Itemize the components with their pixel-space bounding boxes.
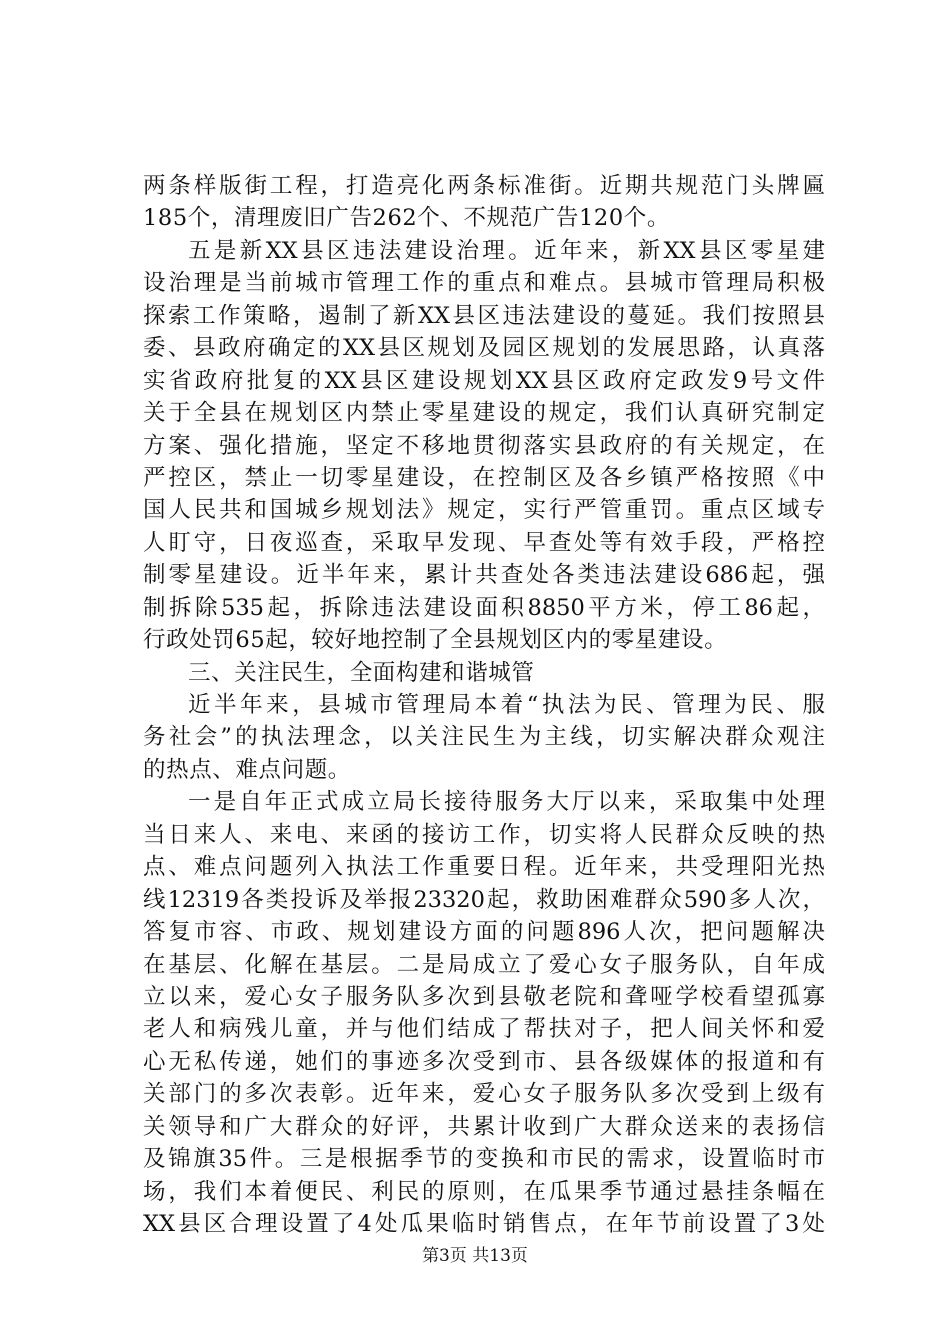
paragraph-line: 线12319各类投诉及举报23320起，救助困难群众590多人次， xyxy=(143,886,825,913)
paragraph-line: 近半年来，县城市管理局本着“执法为民、管理为民、服 xyxy=(188,692,825,718)
paragraph-line: 五是新XX县区违法建设治理。近年来，新XX县区零星建 xyxy=(188,237,825,264)
paragraph-line: 设治理是当前城市管理工作的重点和难点。县城市管理局积极 xyxy=(143,270,825,297)
paragraph-line: 方案、强化措施，坚定不移地贯彻落实县政府的有关规定，在 xyxy=(143,432,825,459)
paragraph-line: 委、县政府确定的XX县区规划及园区规划的发展思路，认真落 xyxy=(143,335,825,362)
paragraph-line: 及锦旗35件。三是根据季节的变换和市民的需求，设置临时市 xyxy=(143,1146,825,1173)
paragraph-line: 关部门的多次表彰。近年来，爱心女子服务队多次受到上级有 xyxy=(143,1081,825,1108)
paragraph-line: 严控区，禁止一切零星建设，在控制区及各乡镇严格按照《中 xyxy=(143,464,825,491)
paragraph-line: 关领导和广大群众的好评，共累计收到广大群众送来的表扬信 xyxy=(143,1113,825,1140)
paragraph-line: 三、关注民生，全面构建和谐城管 xyxy=(188,659,535,686)
paragraph-line: 一是自年正式成立局长接待服务大厅以来，采取集中处理 xyxy=(188,789,825,816)
paragraph-line: 实省政府批复的XX县区建设规划XX县区政府定政发9号文件 xyxy=(143,367,825,394)
paragraph-line: 探索工作策略，遏制了新XX县区违法建设的蔓延。我们按照县 xyxy=(143,302,825,329)
paragraph-line: 行政处罚65起，较好地控制了全县规划区内的零星建设。 xyxy=(143,627,728,654)
paragraph-line: 心无私传递，她们的事迹多次受到市、县各级媒体的报道和有 xyxy=(143,1048,825,1075)
paragraph-line: 的热点、难点问题。 xyxy=(143,756,351,783)
paragraph-line: 在基层、化解在基层。二是局成立了爱心女子服务队，自年成 xyxy=(143,951,825,978)
paragraph-line: 制拆除535起，拆除违法建设面积8850平方米，停工86起， xyxy=(143,594,825,621)
paragraph-line: 务社会”的执法理念，以关注民生为主线，切实解决群众观注 xyxy=(143,724,825,751)
paragraph-line: XX县区合理设置了4处瓜果临时销售点，在年节前设置了3处 xyxy=(143,1211,825,1237)
paragraph-line: 制零星建设。近半年来，累计共查处各类违法建设686起，强 xyxy=(143,562,825,589)
paragraph-line: 立以来，爱心女子服务队多次到县敬老院和聋哑学校看望孤寡 xyxy=(143,983,825,1010)
paragraph-line: 点、难点问题列入执法工作重要日程。近年来，共受理阳光热 xyxy=(143,854,825,881)
paragraph-line: 老人和病残儿童，并与他们结成了帮扶对子，把人间关怀和爱 xyxy=(143,1016,825,1043)
paragraph-line: 场，我们本着便民、利民的原则，在瓜果季节通过悬挂条幅在 xyxy=(143,1178,825,1205)
paragraph-line: 当日来人、来电、来函的接访工作，切实将人民群众反映的热 xyxy=(143,821,825,848)
paragraph-line: 人盯守，日夜巡查，采取早发现、早查处等有效手段，严格控 xyxy=(143,529,825,556)
paragraph-line: 答复市容、市政、规划建设方面的问题896人次，把问题解决 xyxy=(143,919,825,946)
paragraph-line: 关于全县在规划区内禁止零星建设的规定，我们认真研究制定 xyxy=(143,400,825,427)
page-footer: 第3页 共13页 xyxy=(422,1246,528,1266)
paragraph-line: 185个，清理废旧广告262个、不规范广告120个。 xyxy=(143,205,670,232)
paragraph-line: 两条样版街工程，打造亮化两条标准街。近期共规范门头牌匾 xyxy=(143,173,825,199)
document-body xyxy=(143,170,825,1240)
paragraph-line: 国人民共和国城乡规划法》规定，实行严管重罚。重点区域专 xyxy=(143,497,825,524)
